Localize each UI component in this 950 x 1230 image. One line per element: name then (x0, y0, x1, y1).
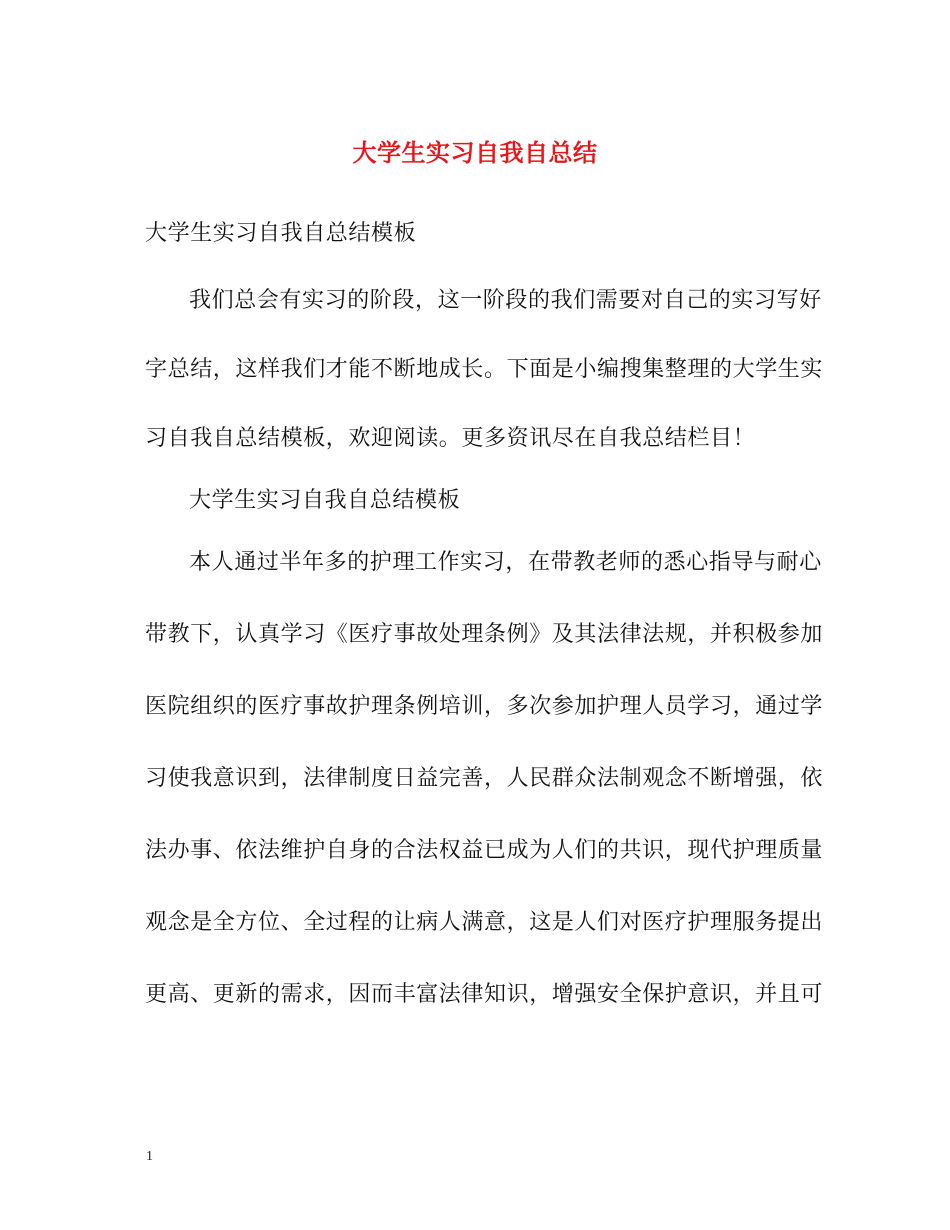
body-line-3: 医院组织的医疗事故护理条例培训，多次参加护理人员学习，通过学 (145, 694, 824, 719)
intro-line-2: 字总结，这样我们才能不断地成长。下面是小编搜集整理的大学生实 (145, 357, 824, 382)
intro-line-1: 我们总会有实习的阶段，这一阶段的我们需要对自己的实习写好 (189, 288, 822, 313)
body-line-6: 观念是全方位、全过程的让病人满意，这是人们对医疗护理服务提出 (145, 910, 824, 935)
body-line-5: 法办事、依法维护自身的合法权益已成为人们的共识，现代护理质量 (145, 838, 824, 863)
section-heading: 大学生实习自我自总结模板 (189, 488, 461, 513)
body-line-7: 更高、更新的需求，因而丰富法律知识，增强安全保护意识，并且可 (145, 982, 824, 1007)
body-line-2: 带教下，认真学习《医疗事故处理条例》及其法律法规，并积极参加 (145, 622, 824, 647)
document-title: 大学生实习自我自总结 (352, 138, 598, 167)
body-line-4: 习使我意识到，法律制度日益完善，人民群众法制观念不断增强，依 (145, 766, 824, 791)
body-line-1: 本人通过半年多的护理工作实习，在带教老师的悉心指导与耐心 (189, 550, 822, 575)
page-number: 1 (146, 1149, 153, 1164)
intro-line-3: 习自我自总结模板，欢迎阅读。更多资讯尽在自我总结栏目！ (145, 426, 756, 451)
document-subtitle: 大学生实习自我自总结模板 (145, 221, 417, 246)
